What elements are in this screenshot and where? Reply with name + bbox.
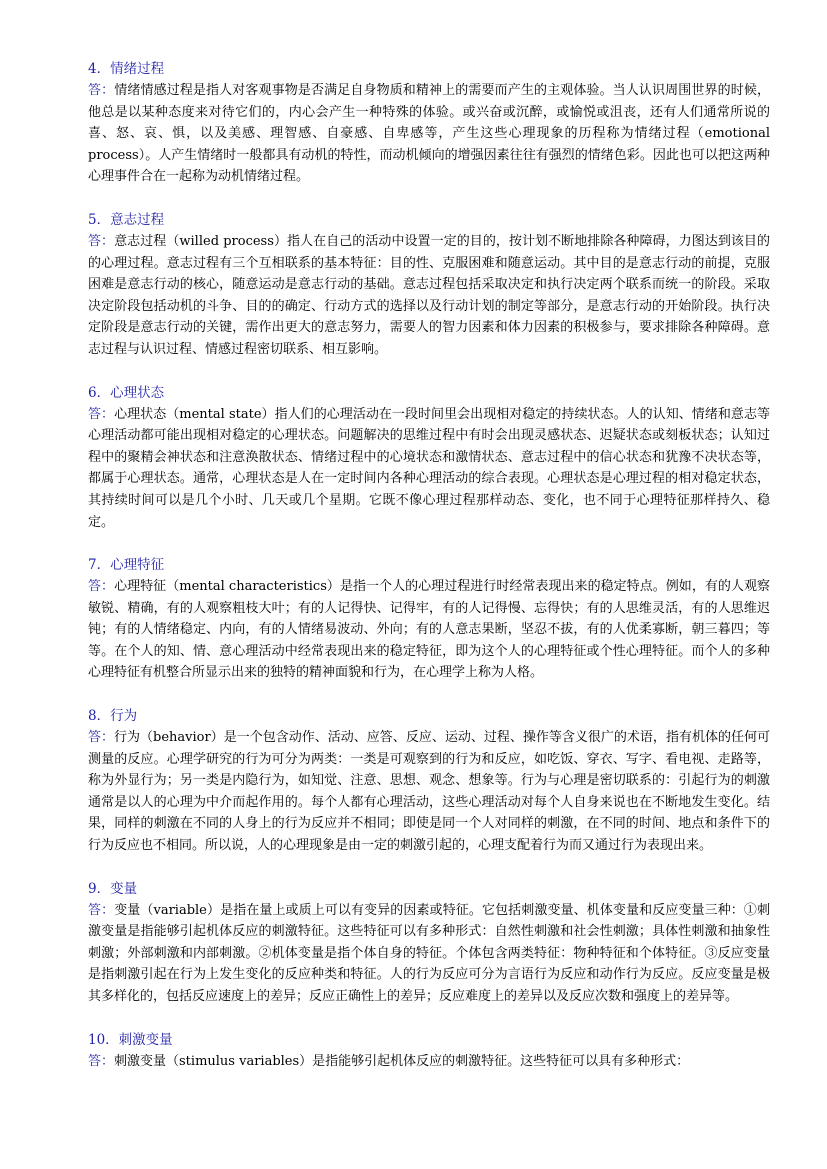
section-emotion-process xyxy=(88,58,770,188)
section-paragraph xyxy=(88,404,770,534)
section-will-process xyxy=(88,209,770,361)
answer-label: 答： xyxy=(88,233,115,249)
section-variable xyxy=(88,878,770,1008)
section-paragraph xyxy=(88,900,770,1008)
section-heading: 9．变量 xyxy=(88,880,138,897)
answer-text: 意志过程（willed process）指人在自己的活动中设置一定的目的，按计划不断地排除各种障碍，力图达到该目的的心理过程。意志过程有三个互相联系的基本特征：目的性、克服困难和随意运动。其中目的是意志行动的前提，克服困难是意志行动的核心，随意运动是意志行动的基础。意志过程包括采取决定和执行决定两个联系而统一的阶段。采取决定阶段包括动机的斗争、目的的确定、行动方式的选择以及行动计划的制定等部分，是意志行动的开始阶段。执行决定阶段是意志行动的关键，需作出更大的意志努力，需要人的智力因素和体力因素的积极参与，要求排除各种障碍。意志过程与认识过程、情感过程密切联系、相互影响。 xyxy=(88,233,770,357)
section-heading: 4．情绪过程 xyxy=(88,61,165,77)
answer-text: 心理特征（mental characteristics）是指一个人的心理过程进行时经常表现出来的稳定特点。例如，有的人观察敏锐、精确，有的人观察粗枝大叶；有的人记得快、记得牢，有的人记得慢、忘得快；有的人思维灵活，有的人思维迟钝；有的人情绪稳定、内向，有的人情绪易波动、外向；有的人意志果断，坚忍不拔，有的人优柔寡断，朝三暮四；等等。在个人的知、情、意心理活动中经常表现出来的稳定特征，即为这个人的心理特征或个性心理特征。而个人的多种心理特征有机整合所显示出来的独特的精神面貌和行为，在心理学上称为人格。 xyxy=(88,579,770,681)
answer-label: 答： xyxy=(88,1053,115,1069)
answer-text: 刺激变量（stimulus variables）是指能够引起机体反应的刺激特征。这些特征可以具有多种形式： xyxy=(114,1053,690,1069)
section-heading: 6．心理状态 xyxy=(88,384,165,401)
section-mental-characteristics xyxy=(88,554,770,684)
section-heading: 5．意志过程 xyxy=(88,211,165,228)
section-paragraph xyxy=(88,576,770,684)
answer-label: 答： xyxy=(88,83,115,98)
section-mental-state xyxy=(88,382,770,534)
answer-label: 答： xyxy=(88,902,115,918)
answer-text: 心理状态（mental state）指人们的心理活动在一段时间里会出现相对稳定的持续状态。人的认知、情绪和意志等心理活动都可能出现相对稳定的心理状态。问题解决的思维过程中有时会出现灵感状态、迟疑状态或刻板状态；认知过程中的聚精会神状态和注意涣散状态、情绪过程中的心境状态和激情状态、意志过程中的信心状态和犹豫不决状态等，都属于心理状态。通常，心理状态是人在一定时间内各种心理活动的综合表现。心理状态是心理过程的相对稳定状态，其持续时间可以是几个小时、几天或几个星期。它既不像心理过程那样动态、变化，也不同于心理特征那样持久、稳定。 xyxy=(88,406,770,530)
section-paragraph xyxy=(88,80,770,188)
answer-text: 情绪情感过程是指人对客观事物是否满足自身物质和精神上的需要而产生的主观体验。当人认识周围世界的时候，他总是以某种态度来对待它们的，内心会产生一种特殊的体验。或兴奋或沉醉，或愉悦或沮丧，还有人们通常所说的喜、怒、哀、惧，以及美感、理智感、自豪感、自卑感等，产生这些心理现象的历程称为情绪过程（emotional process）。人产生情绪时一般都具有动机的特性，而动机倾向的增强因素往往有强烈的情绪色彩。因此也可以把这两种心理事件合在一起称为动机情绪过程。 xyxy=(88,83,770,185)
section-heading: 8．行为 xyxy=(88,708,138,725)
section-paragraph xyxy=(88,231,770,361)
section-paragraph xyxy=(88,1051,770,1073)
section-heading: 7．心理特征 xyxy=(88,557,165,574)
section-behavior xyxy=(88,705,770,857)
document-page xyxy=(88,58,770,1093)
answer-label: 答： xyxy=(88,730,115,746)
answer-text: 变量（variable）是指在量上或质上可以有变异的因素或特征。它包括刺激变量、机体变量和反应变量三种：①刺激变量是指能够引起机体反应的刺激特征。这些特征可以有多种形式：自然性刺激和社会性刺激；具体性刺激和抽象性刺激；外部刺激和内部刺激。②机体变量是指个体自身的特征。个体包含两类特征：物种特征和个体特征。③反应变量是指刺激引起在行为上发生变化的反应种类和特征。人的行为反应可分为言语行为反应和动作行为反应。反应变量是极其多样化的，包括反应速度上的差异；反应正确性上的差异；反应难度上的差异以及反应次数和强度上的差异等。 xyxy=(88,902,770,1004)
section-stimulus-variables xyxy=(88,1029,770,1073)
section-paragraph xyxy=(88,727,770,857)
answer-label: 答： xyxy=(88,406,115,422)
answer-text: 行为（behavior）是一个包含动作、活动、应答、反应、运动、过程、操作等含义很广的术语，指有机体的任何可测量的反应。心理学研究的行为可分为两类：一类是可观察到的行为和反应，如吃饭、穿衣、写字、看电视、走路等，称为外显行为；另一类是内隐行为，如知觉、注意、思想、观念、想象等。行为与心理是密切联系的：引起行为的刺激通常是以人的心理为中介而起作用的。每个人都有心理活动，这些心理活动对每个人自身来说也在不断地发生变化。结果，同样的刺激在不同的人身上的行为反应并不相同；即使是同一个人对同样的刺激，在不同的时间、地点和条件下的行为反应也不相同。所以说，人的心理现象是由一定的刺激引起的，心理支配着行为而又通过行为表现出来。 xyxy=(88,730,770,854)
answer-label: 答： xyxy=(88,579,115,595)
section-heading: 10．刺激变量 xyxy=(88,1031,173,1048)
